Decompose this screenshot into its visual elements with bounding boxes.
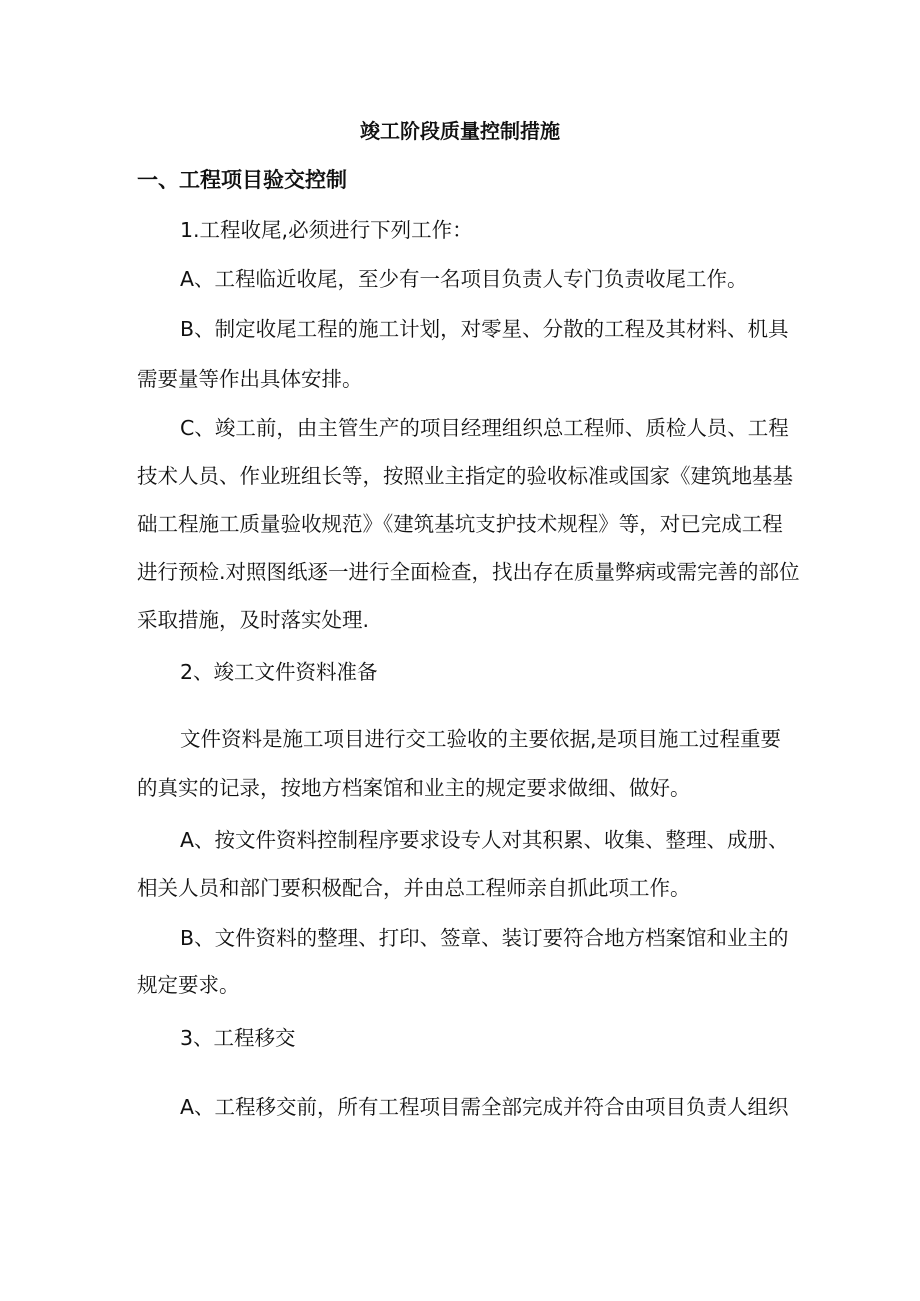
section-heading-1: 一、工程项目验交控制 [137,168,347,192]
list-item-3: 3、工程移交 [180,1026,296,1050]
paragraph-b-line-1: B、制定收尾工程的施工计划，对零星、分散的工程及其材料、机具 [180,317,789,341]
paragraph-docs-a-line-1: A、按文件资料控制程序要求设专人对其积累、收集、整理、成册、 [180,828,789,852]
paragraph-docs-b-line-2: 规定要求。 [137,973,240,997]
paragraph-c-line-1: C、竣工前，由主管生产的项目经理组织总工程师、质检人员、工程 [180,416,789,440]
paragraph-docs-a-line-2: 相关人员和部门要积极配合，并由总工程师亲自抓此项工作。 [137,876,691,900]
paragraph-a: A、工程临近收尾，至少有一名项目负责人专门负责收尾工作。 [180,267,748,291]
paragraph-c-line-2: 技术人员、作业班组长等，按照业主指定的验收标准或国家《建筑地基基 [137,464,793,488]
paragraph-transfer-a: A、工程移交前，所有工程项目需全部完成并符合由项目负责人组织 [180,1095,789,1119]
paragraph-docs-b-line-1: B、文件资料的整理、打印、签章、装订要符合地方档案馆和业主的 [180,926,789,950]
paragraph-c-line-3: 础工程施工质量验收规范》《建筑基坑支护技术规程》等，对已完成工程 [137,512,783,536]
document-title: 竣工阶段质量控制措施 [360,119,560,143]
paragraph-c-line-5: 采取措施，及时落实处理. [137,608,370,632]
paragraph-docs-line-1: 文件资料是施工项目进行交工验收的主要依据,是项目施工过程重要 [180,727,782,751]
paragraph-b-line-2: 需要量等作出具体安排。 [137,367,363,391]
paragraph-docs-line-2: 的真实的记录，按地方档案馆和业主的规定要求做细、做好。 [137,776,691,800]
paragraph-c-line-4: 进行预检.对照图纸逐一进行全面检查，找出存在质量弊病或需完善的部位 [137,560,800,584]
list-item-2: 2、竣工文件资料准备 [180,660,378,684]
list-item-1: 1.工程收尾,必须进行下列工作： [180,218,473,242]
